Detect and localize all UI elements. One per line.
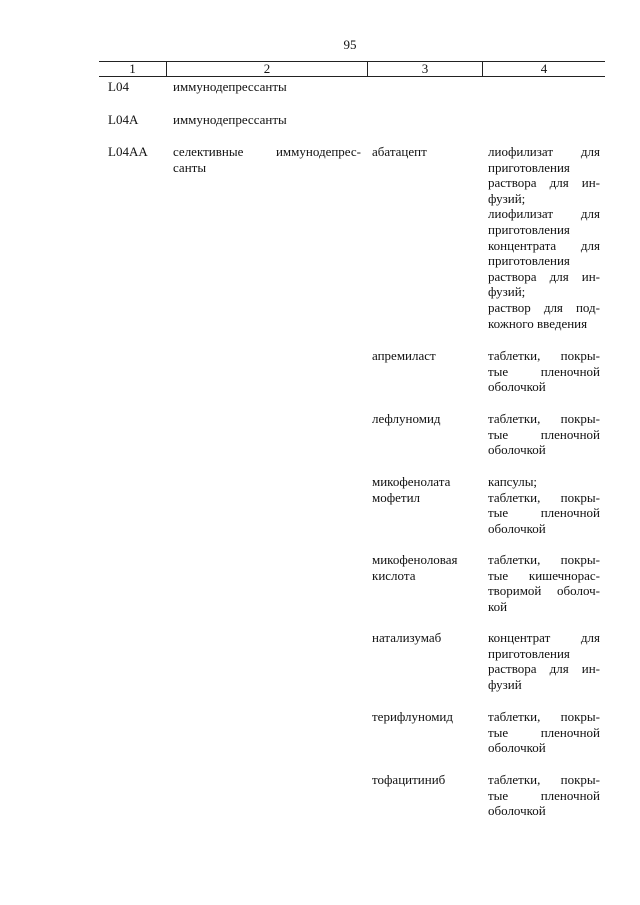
form-line: оболочкой: [488, 442, 546, 458]
drug-name-teriflunomide: [372, 709, 478, 725]
drug-name-line: микофенолата: [372, 474, 451, 489]
form-line: раствора для ин-: [488, 175, 600, 191]
drug-name-line: кислота: [372, 567, 416, 583]
group-line: селективные иммунодепрес-: [173, 144, 361, 159]
form-line: концентрат для: [488, 630, 600, 645]
drug-name-abatacept: [372, 144, 478, 160]
group-line: иммунодепрессанты: [173, 79, 287, 94]
form-line: таблетки, покры-: [488, 411, 600, 426]
form-line: творимой оболоч-: [488, 583, 600, 599]
form-line: таблетки, покры-: [488, 709, 600, 724]
dosage-form-tofacitinib: [488, 772, 600, 819]
column-header-4: 4: [540, 61, 548, 76]
column-header-2: 2: [263, 61, 271, 76]
dosage-form-leflunomide: [488, 411, 600, 458]
drug-name-tofacitinib: [372, 772, 478, 788]
form-line: тые пленочной: [488, 787, 600, 803]
group-name-l04: [173, 79, 361, 95]
form-line: оболочкой: [488, 520, 546, 536]
drug-name-line: мофетил: [372, 489, 421, 505]
form-line: тые кишечнорас-: [488, 567, 600, 583]
form-line: раствора для ин-: [488, 661, 600, 677]
drug-name-mycophenolic-acid: [372, 552, 478, 583]
dosage-form-mycophenolic-acid: [488, 552, 600, 614]
form-line: оболочкой: [488, 379, 546, 395]
group-line: санты: [173, 159, 207, 175]
drug-name-mycophenolate-mofetil: [372, 474, 478, 505]
dosage-form-abatacept: [488, 144, 600, 331]
table-header-bottom-border: [99, 76, 605, 77]
group-name-l04a: [173, 112, 361, 128]
drug-name-natalizumab: [372, 630, 478, 646]
form-line: лиофилизат для: [488, 206, 600, 222]
drug-name-line: натализумаб: [372, 630, 442, 645]
drug-name-line: лефлуномид: [372, 411, 441, 426]
form-line: таблетки, покры-: [488, 772, 600, 787]
form-line: кой: [488, 598, 508, 614]
dosage-form-mycophenolate-mofetil: [488, 474, 600, 536]
drug-name-apremilast: [372, 348, 478, 364]
form-line: раствора для ин-: [488, 268, 600, 284]
page-number: 95: [343, 37, 357, 52]
form-line: тые пленочной: [488, 426, 600, 442]
form-line: фузий;: [488, 284, 526, 300]
drug-name-line: тофацитиниб: [372, 772, 446, 787]
form-line: оболочкой: [488, 803, 546, 819]
form-line: тые пленочной: [488, 724, 600, 740]
drug-name-line: абатацепт: [372, 144, 427, 159]
form-line: приготовления: [488, 159, 570, 175]
form-line: концентрата для: [488, 237, 600, 253]
form-line: раствор для под-: [488, 299, 600, 315]
drug-name-line: терифлуномид: [372, 709, 454, 724]
form-line: кожного введения: [488, 315, 588, 331]
form-line: приготовления: [488, 645, 570, 661]
form-line: лиофилизат для: [488, 144, 600, 159]
form-line: таблетки, покры-: [488, 348, 600, 363]
atc-code-l04: L04: [108, 79, 129, 94]
form-line: таблетки, покры-: [488, 489, 600, 505]
drug-name-line: микофеноловая: [372, 552, 458, 567]
dosage-form-natalizumab: [488, 630, 600, 692]
column-header-1: 1: [129, 61, 136, 76]
dosage-form-teriflunomide: [488, 709, 600, 756]
drug-name-line: апремиласт: [372, 348, 436, 363]
atc-code-l04a: L04A: [108, 112, 139, 127]
form-line: фузий: [488, 676, 522, 692]
form-line: капсулы;: [488, 474, 538, 489]
form-line: тые пленочной: [488, 505, 600, 521]
dosage-form-apremilast: [488, 348, 600, 395]
form-line: приготовления: [488, 253, 570, 269]
form-line: тые пленочной: [488, 363, 600, 379]
form-line: оболочкой: [488, 740, 546, 756]
column-header-3: 3: [421, 61, 429, 76]
atc-code-l04aa: L04AA: [108, 144, 148, 159]
group-line: иммунодепрессанты: [173, 112, 287, 127]
form-line: таблетки, покры-: [488, 552, 600, 567]
form-line: приготовления: [488, 221, 570, 237]
form-line: фузий;: [488, 190, 526, 206]
group-name-l04aa: [173, 144, 361, 175]
drug-name-leflunomide: [372, 411, 478, 427]
